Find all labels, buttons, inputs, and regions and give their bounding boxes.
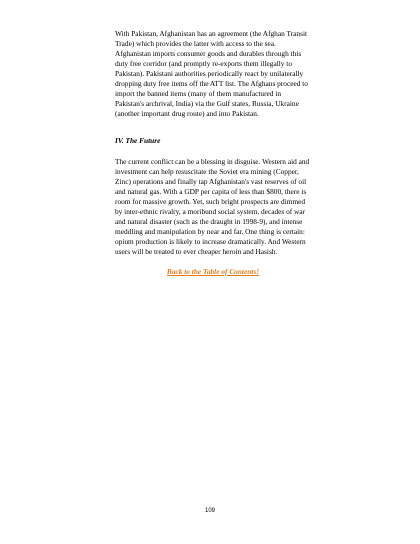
body-paragraph: With Pakistan, Afghanistan has an agreement (the Afghan Transit Trade) which provides the latter with access to the sea. Afghanistan imports consumer goods and durables through this duty free corridor (and promptly re-exports them illegally to Pakistan). Pakistani authorities periodically react by unilaterally dropping duty free items off the ATT list. The Afghans proceed to import the banned items (many of them manufactured in Pakistan's archrival, India) via the Gulf states, Russia, Ukraine (another important drug route) and into Pakistan. (115, 29, 308, 118)
toc-link-container (115, 267, 311, 277)
document-body (115, 29, 311, 277)
body-paragraph: The current conflict can be a blessing in disguise. Western aid and investment can help resuscitate the Soviet era mining (Copper, Zinc) operations and finally tap Afghanistan's vast reserves of oil and natural gas. With a GDP per capita of less than $800, there is room for massive growth. Yet, such bright prospects are dimmed by inter-ethnic rivalry, a moribund social system, decades of war and natural disaster (such as the draught in 1998-9), and intense meddling and manipulation by near and far. One thing is certain: opium production is likely to increase dramatically. And Western users will be treated to ever cheaper heroin and Hasish. (115, 157, 310, 256)
section-heading: IV. The Future (115, 136, 161, 145)
back-to-toc-link[interactable]: Back to the Table of Contents! (166, 267, 260, 276)
page-number: 109 (204, 508, 215, 514)
